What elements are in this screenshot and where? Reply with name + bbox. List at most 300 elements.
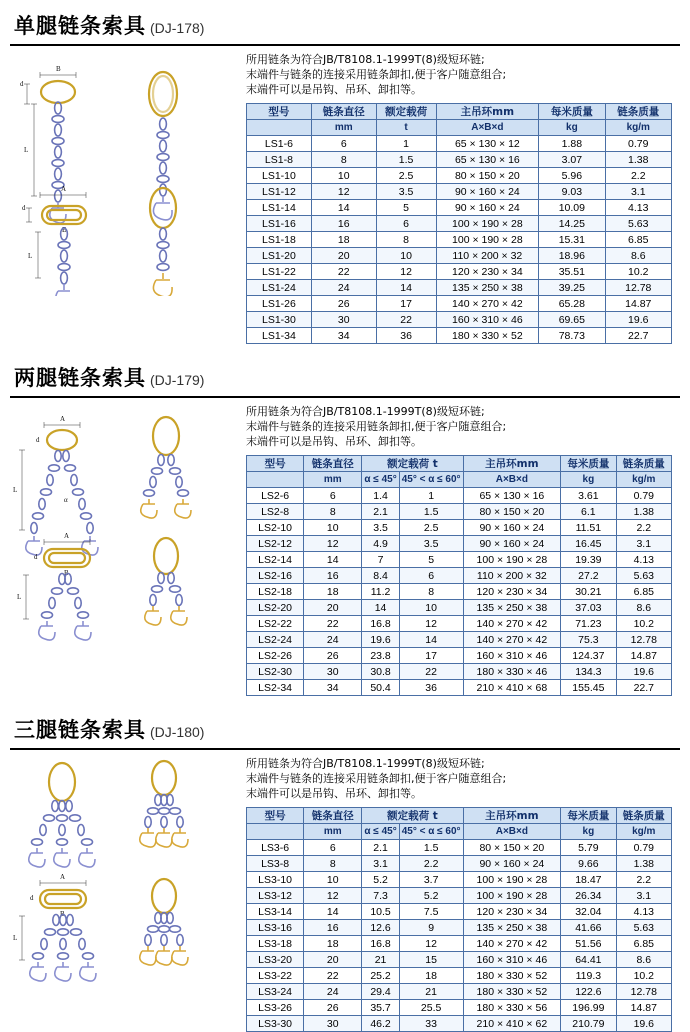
- table-cell: 65 × 130 × 12: [436, 136, 539, 152]
- section-title-code: (DJ-179): [150, 372, 205, 388]
- table-cell: 12: [399, 616, 463, 632]
- table-cell: 51.56: [561, 936, 616, 952]
- table-cell: 75.3: [561, 632, 616, 648]
- table-row: [247, 184, 672, 200]
- table-cell: 3.5: [376, 184, 436, 200]
- table-cell: LS2-34: [247, 680, 304, 696]
- table-cell: 9.03: [539, 184, 605, 200]
- note-line: 末端件可以是吊钩、吊环、卸扣等。: [246, 787, 422, 800]
- table-cell: 64.41: [561, 952, 616, 968]
- table-cell: 4.13: [616, 904, 671, 920]
- unit-mass-chain: kg/m: [616, 472, 671, 488]
- table-cell: LS3-6: [247, 840, 304, 856]
- spec-table-1-body: [247, 136, 672, 344]
- th-ring: 主吊环mm: [463, 808, 561, 824]
- three-leg-drawing: [0, 750, 246, 990]
- table-cell: 14: [399, 632, 463, 648]
- svg-text:d: d: [20, 80, 24, 88]
- table-row: [247, 920, 672, 936]
- table-cell: 22: [311, 264, 376, 280]
- table-cell: 24: [311, 280, 376, 296]
- table-header-row: [247, 456, 672, 472]
- table-cell: 100 × 190 × 28: [463, 888, 561, 904]
- table-cell: 4.9: [362, 536, 399, 552]
- table-row: [247, 168, 672, 184]
- th-ring: 主吊环mm: [463, 456, 561, 472]
- table-cell: 26: [304, 1000, 362, 1016]
- table-cell: 10.2: [605, 264, 671, 280]
- table-cell: 10.2: [616, 968, 671, 984]
- table-cell: 180 × 330 × 56: [463, 1000, 561, 1016]
- table-cell: 135 × 250 × 38: [436, 280, 539, 296]
- table-cell: 12.78: [616, 984, 671, 1000]
- section-two-leg: [0, 352, 690, 696]
- table-row: [247, 520, 672, 536]
- table-cell: 71.23: [561, 616, 616, 632]
- table-cell: 11.2: [362, 584, 399, 600]
- th-dia: 链条直径: [311, 104, 376, 120]
- table-cell: 14.87: [616, 648, 671, 664]
- table-cell: LS3-22: [247, 968, 304, 984]
- table-cell: 1.5: [376, 152, 436, 168]
- table-cell: 12.78: [616, 632, 671, 648]
- unit-model: [247, 824, 304, 840]
- table-cell: 6: [399, 568, 463, 584]
- table-cell: 9: [399, 920, 463, 936]
- table-cell: LS3-16: [247, 920, 304, 936]
- svg-text:B: B: [60, 910, 65, 918]
- table-row: [247, 632, 672, 648]
- spec-table-2-body: [247, 488, 672, 696]
- table-cell: 10.5: [362, 904, 399, 920]
- table-row: [247, 136, 672, 152]
- table-cell: 16: [304, 920, 362, 936]
- note-line: 所用链条为符合JB/T8108.1-1999T(8)级短环链;: [246, 405, 485, 418]
- table-row: [247, 1016, 672, 1032]
- section-title-code: (DJ-178): [150, 20, 205, 36]
- table-cell: LS1-6: [247, 136, 312, 152]
- unit-model: [247, 472, 304, 488]
- table-cell: 65 × 130 × 16: [463, 488, 561, 504]
- table-cell: 210 × 410 × 62: [463, 1016, 561, 1032]
- table-cell: 5.63: [605, 216, 671, 232]
- th-dia: 链条直径: [304, 456, 362, 472]
- table-cell: 12.6: [362, 920, 399, 936]
- table-cell: 3.1: [616, 888, 671, 904]
- table-cell: LS2-26: [247, 648, 304, 664]
- table-cell: 34: [311, 328, 376, 344]
- figure-three-leg: [0, 750, 246, 990]
- table-cell: 2.1: [362, 840, 399, 856]
- table-cell: 16.8: [362, 936, 399, 952]
- unit-model: [247, 120, 312, 136]
- table-cell: 14.87: [616, 1000, 671, 1016]
- table-cell: LS3-26: [247, 1000, 304, 1016]
- unit-mass-chain: kg/m: [605, 120, 671, 136]
- table-row: [247, 488, 672, 504]
- table-cell: 36: [399, 680, 463, 696]
- table-row: [247, 952, 672, 968]
- th-dia: 链条直径: [304, 808, 362, 824]
- table-cell: LS2-22: [247, 616, 304, 632]
- table-row: [247, 232, 672, 248]
- table-cell: 90 × 160 × 24: [463, 536, 561, 552]
- table-cell: 210 × 410 × 68: [463, 680, 561, 696]
- table-cell: LS2-18: [247, 584, 304, 600]
- table-cell: 100 × 190 × 28: [463, 872, 561, 888]
- svg-text:B: B: [62, 226, 67, 234]
- table-cell: 90 × 160 × 24: [436, 200, 539, 216]
- svg-text:L: L: [13, 486, 18, 494]
- table-cell: 1: [399, 488, 463, 504]
- table-cell: 34: [304, 680, 362, 696]
- table-cell: 7.3: [362, 888, 399, 904]
- table-cell: LS2-30: [247, 664, 304, 680]
- table-cell: 119.3: [561, 968, 616, 984]
- table-cell: 18: [399, 968, 463, 984]
- table-cell: 2.5: [376, 168, 436, 184]
- table-cell: LS1-34: [247, 328, 312, 344]
- table-cell: 4.13: [616, 552, 671, 568]
- th-load: 额定载荷 t: [362, 456, 463, 472]
- table-row: [247, 888, 672, 904]
- table-cell: 155.45: [561, 680, 616, 696]
- table-cell: 4.13: [605, 200, 671, 216]
- table-cell: 180 × 330 × 46: [463, 664, 561, 680]
- table-cell: 17: [399, 648, 463, 664]
- table-cell: 7: [362, 552, 399, 568]
- table-cell: 134.3: [561, 664, 616, 680]
- note-line: 末端件与链条的连接采用链条卸扣,便于客户随意组合;: [246, 772, 507, 785]
- table-cell: 10.2: [616, 616, 671, 632]
- table-cell: LS3-24: [247, 984, 304, 1000]
- note-2: [246, 404, 676, 449]
- table-cell: 26: [311, 296, 376, 312]
- table-cell: LS1-22: [247, 264, 312, 280]
- table-cell: 90 × 160 × 24: [463, 856, 561, 872]
- table-cell: 80 × 150 × 20: [436, 168, 539, 184]
- table-cell: 19.39: [561, 552, 616, 568]
- table-cell: LS2-6: [247, 488, 304, 504]
- table-row: [247, 984, 672, 1000]
- table-cell: 80 × 150 × 20: [463, 504, 561, 520]
- table-cell: LS1-18: [247, 232, 312, 248]
- table-cell: 16.45: [561, 536, 616, 552]
- section-title-code: (DJ-180): [150, 724, 205, 740]
- table-cell: 3.5: [399, 536, 463, 552]
- table-cell: LS3-18: [247, 936, 304, 952]
- unit-dia: mm: [304, 824, 362, 840]
- th-mass-chain: 链条质量: [605, 104, 671, 120]
- table-cell: 21: [399, 984, 463, 1000]
- unit-mass-m: kg: [561, 472, 616, 488]
- table-cell: 30.21: [561, 584, 616, 600]
- table-cell: 8: [311, 152, 376, 168]
- table-row: [247, 680, 672, 696]
- table-cell: 1: [376, 136, 436, 152]
- table-row: [247, 216, 672, 232]
- table-cell: 22.7: [605, 328, 671, 344]
- table-cell: 8: [399, 584, 463, 600]
- table-cell: 18.96: [539, 248, 605, 264]
- table-cell: 180 × 330 × 52: [463, 984, 561, 1000]
- table-cell: 0.79: [616, 840, 671, 856]
- table-cell: 29.4: [362, 984, 399, 1000]
- table-cell: 12: [304, 536, 362, 552]
- spec-table-1: [246, 103, 672, 344]
- table-row: [247, 840, 672, 856]
- figure-two-leg: [0, 398, 246, 648]
- svg-text:d: d: [30, 894, 34, 902]
- table-cell: 2.2: [605, 168, 671, 184]
- table-cell: 8.6: [616, 600, 671, 616]
- table-cell: 14.87: [605, 296, 671, 312]
- table-cell: 16.8: [362, 616, 399, 632]
- table-cell: 5: [376, 200, 436, 216]
- th-mass-chain: 链条质量: [616, 808, 671, 824]
- table-cell: 19.6: [616, 664, 671, 680]
- table-cell: 160 × 310 × 46: [436, 312, 539, 328]
- svg-text:L: L: [13, 934, 18, 942]
- table-cell: 27.2: [561, 568, 616, 584]
- unit-load-a: α ≤ 45°: [362, 824, 399, 840]
- svg-text:d: d: [36, 436, 40, 444]
- table-cell: 160 × 310 × 46: [463, 648, 561, 664]
- unit-load-b: 45° < α ≤ 60°: [399, 472, 463, 488]
- table-cell: 5.2: [399, 888, 463, 904]
- table-cell: 14: [304, 552, 362, 568]
- table-cell: 14: [304, 904, 362, 920]
- table-cell: 10.09: [539, 200, 605, 216]
- table-cell: 35.51: [539, 264, 605, 280]
- table-cell: LS2-10: [247, 520, 304, 536]
- table-cell: 46.2: [362, 1016, 399, 1032]
- note-line: 末端件与链条的连接采用链条卸扣,便于客户随意组合;: [246, 420, 507, 433]
- table-cell: 1.38: [616, 504, 671, 520]
- table-cell: 6: [311, 136, 376, 152]
- svg-text:L: L: [28, 252, 33, 260]
- th-mass-m: 每米质量: [561, 808, 616, 824]
- table-cell: 100 × 190 × 28: [436, 216, 539, 232]
- table-cell: 0.79: [605, 136, 671, 152]
- spec-table-3-body: [247, 840, 672, 1032]
- svg-text:d: d: [34, 553, 38, 561]
- table-cell: 26.34: [561, 888, 616, 904]
- svg-text:α: α: [64, 496, 68, 504]
- table-row: [247, 968, 672, 984]
- table-row: [247, 312, 672, 328]
- table-cell: 3.7: [399, 872, 463, 888]
- table-cell: 120 × 230 × 34: [463, 904, 561, 920]
- table-cell: 135 × 250 × 38: [463, 600, 561, 616]
- th-mass-m: 每米质量: [539, 104, 605, 120]
- table-cell: LS1-24: [247, 280, 312, 296]
- table-row: [247, 552, 672, 568]
- table-cell: 32.04: [561, 904, 616, 920]
- table-cell: 90 × 160 × 24: [436, 184, 539, 200]
- table-cell: 16: [304, 568, 362, 584]
- table-row: [247, 152, 672, 168]
- table-row: [247, 648, 672, 664]
- table-row: [247, 328, 672, 344]
- table-cell: 6.85: [616, 584, 671, 600]
- table-cell: 25.5: [399, 1000, 463, 1016]
- table-cell: 180 × 330 × 52: [463, 968, 561, 984]
- svg-text:B: B: [56, 65, 61, 73]
- svg-text:B: B: [64, 569, 69, 577]
- section-title-cn: 两腿链条索具: [14, 366, 146, 390]
- table-cell: 25.2: [362, 968, 399, 984]
- table-cell: 160 × 310 × 46: [463, 952, 561, 968]
- section-title-cn: 三腿链条索具: [14, 718, 146, 742]
- table-cell: 18: [304, 936, 362, 952]
- table-cell: 3.61: [561, 488, 616, 504]
- table-unit-row: [247, 472, 672, 488]
- table-cell: 22.7: [616, 680, 671, 696]
- table-cell: 8: [376, 232, 436, 248]
- th-ring: 主吊环mm: [436, 104, 539, 120]
- note-line: 所用链条为符合JB/T8108.1-1999T(8)级短环链;: [246, 53, 485, 66]
- table-cell: LS1-16: [247, 216, 312, 232]
- table-cell: 12: [304, 888, 362, 904]
- table-row: [247, 200, 672, 216]
- table-cell: 17: [376, 296, 436, 312]
- table-row: [247, 616, 672, 632]
- table-cell: 35.7: [362, 1000, 399, 1016]
- table-cell: LS2-20: [247, 600, 304, 616]
- table-cell: LS3-8: [247, 856, 304, 872]
- table-cell: 10: [304, 872, 362, 888]
- table-cell: 2.2: [616, 872, 671, 888]
- table-cell: 1.38: [605, 152, 671, 168]
- table-cell: 5.63: [616, 568, 671, 584]
- table-cell: 6: [304, 488, 362, 504]
- figure-single-leg: [0, 46, 246, 296]
- table-row: [247, 504, 672, 520]
- table-cell: 19.6: [616, 1016, 671, 1032]
- table-cell: 6: [376, 216, 436, 232]
- table-cell: 20: [304, 952, 362, 968]
- table-cell: LS2-12: [247, 536, 304, 552]
- table-cell: 3.1: [605, 184, 671, 200]
- table-cell: 2.1: [362, 504, 399, 520]
- table-cell: 15: [399, 952, 463, 968]
- table-cell: LS2-8: [247, 504, 304, 520]
- table-row: [247, 296, 672, 312]
- table-cell: 30: [304, 1016, 362, 1032]
- table-cell: 30: [304, 664, 362, 680]
- table-unit-row: [247, 120, 672, 136]
- single-leg-drawing: [0, 46, 246, 296]
- table-row: [247, 600, 672, 616]
- table-cell: 80 × 150 × 20: [463, 840, 561, 856]
- table-cell: 14: [362, 600, 399, 616]
- table-cell: LS3-14: [247, 904, 304, 920]
- th-mass-chain: 链条质量: [616, 456, 671, 472]
- table-cell: 78.73: [539, 328, 605, 344]
- svg-text:d: d: [22, 204, 26, 212]
- unit-dia: mm: [311, 120, 376, 136]
- table-cell: 14.25: [539, 216, 605, 232]
- unit-load: t: [376, 120, 436, 136]
- section-single-leg: [0, 0, 690, 344]
- table-cell: LS2-16: [247, 568, 304, 584]
- unit-mass-m: kg: [561, 824, 616, 840]
- table-row: [247, 248, 672, 264]
- table-cell: 6: [304, 840, 362, 856]
- table-row: [247, 264, 672, 280]
- spec-table-3: [246, 807, 672, 1032]
- table-cell: 12: [311, 184, 376, 200]
- table-cell: 65.28: [539, 296, 605, 312]
- table-cell: LS3-10: [247, 872, 304, 888]
- table-cell: 19.6: [362, 632, 399, 648]
- table-cell: 24: [304, 632, 362, 648]
- table-cell: 120 × 230 × 34: [463, 584, 561, 600]
- table-cell: 18.47: [561, 872, 616, 888]
- two-leg-drawing: [0, 398, 246, 648]
- th-model: 型号: [247, 808, 304, 824]
- section-three-leg: [0, 704, 690, 1032]
- section-title-2: [0, 352, 690, 392]
- th-model: 型号: [247, 456, 304, 472]
- table-cell: LS3-20: [247, 952, 304, 968]
- table-cell: 8: [304, 856, 362, 872]
- table-col-2: [246, 398, 676, 696]
- table-cell: 100 × 190 × 28: [463, 552, 561, 568]
- spec-table-2: [246, 455, 672, 696]
- table-row: [247, 584, 672, 600]
- table-cell: 23.8: [362, 648, 399, 664]
- table-cell: LS1-14: [247, 200, 312, 216]
- table-cell: 140 × 270 × 42: [436, 296, 539, 312]
- table-cell: 5.96: [539, 168, 605, 184]
- table-cell: 3.5: [362, 520, 399, 536]
- table-cell: 140 × 270 × 42: [463, 616, 561, 632]
- table-cell: 5.2: [362, 872, 399, 888]
- table-cell: 210.79: [561, 1016, 616, 1032]
- svg-text:L: L: [24, 146, 29, 154]
- table-cell: 100 × 190 × 28: [436, 232, 539, 248]
- table-cell: 22: [304, 616, 362, 632]
- table-cell: 8: [304, 504, 362, 520]
- table-cell: 5: [399, 552, 463, 568]
- table-cell: LS1-8: [247, 152, 312, 168]
- th-model: 型号: [247, 104, 312, 120]
- table-cell: 8.6: [605, 248, 671, 264]
- note-line: 末端件可以是吊钩、吊环、卸扣等。: [246, 83, 422, 96]
- table-cell: 1.5: [399, 840, 463, 856]
- table-cell: 14: [311, 200, 376, 216]
- table-cell: 140 × 270 × 42: [463, 632, 561, 648]
- unit-load-a: α ≤ 45°: [362, 472, 399, 488]
- table-cell: 69.65: [539, 312, 605, 328]
- table-cell: 3.1: [616, 536, 671, 552]
- table-cell: LS3-30: [247, 1016, 304, 1032]
- unit-ring: A×B×d: [436, 120, 539, 136]
- section-title-cn: 单腿链条索具: [14, 14, 146, 38]
- table-cell: 22: [376, 312, 436, 328]
- table-cell: 18: [311, 232, 376, 248]
- table-cell: 10: [376, 248, 436, 264]
- table-cell: 36: [376, 328, 436, 344]
- table-row: [247, 664, 672, 680]
- table-row: [247, 872, 672, 888]
- unit-load-b: 45° < α ≤ 60°: [399, 824, 463, 840]
- table-cell: 2.2: [399, 856, 463, 872]
- table-unit-row: [247, 824, 672, 840]
- svg-text:A: A: [60, 415, 66, 423]
